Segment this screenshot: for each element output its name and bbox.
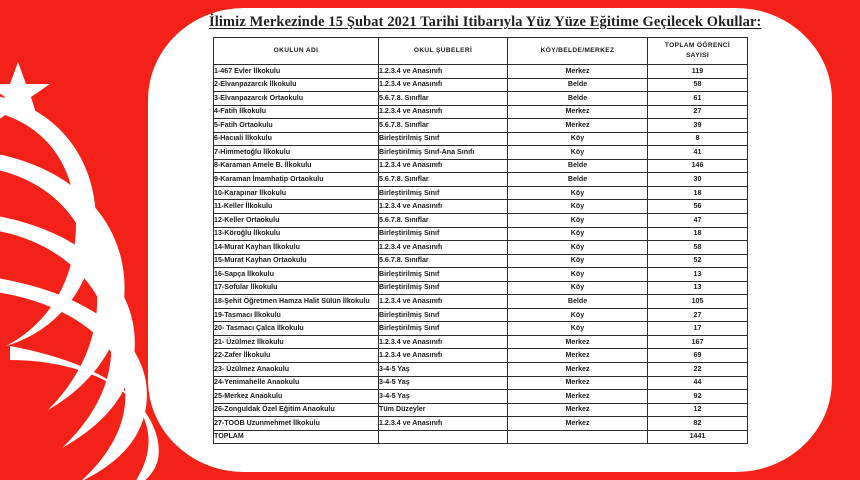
cell-school-branches: 1.2.3.4 ve Anasınıfı — [379, 200, 508, 214]
cell-student-total: 22 — [648, 363, 748, 377]
cell-student-total: 12 — [648, 403, 748, 417]
cell-locality: Merkez — [508, 349, 648, 363]
cell-school-name: 27-TOOB Uzunmehmet İlkokulu — [214, 417, 379, 431]
cell-locality: Belde — [508, 78, 648, 92]
cell-school-branches: 5.6.7.8. Sınıflar — [379, 92, 508, 106]
cell-locality: Köy — [508, 254, 648, 268]
cell-school-name: 16-Sapça İlkokulu — [214, 268, 379, 282]
cell-student-total: 27 — [648, 105, 748, 119]
table-row — [214, 105, 748, 119]
table-row — [214, 335, 748, 349]
cell-school-name: 11-Keller İlkokulu — [214, 200, 379, 214]
cell-locality: Merkez — [508, 376, 648, 390]
table-row — [214, 241, 748, 255]
cell-school-branches: 1.2.3.4 ve Anasınıfı — [379, 78, 508, 92]
cell-locality: Köy — [508, 308, 648, 322]
cell-school-name: 8-Karaman Amele B. İlkokulu — [214, 159, 379, 173]
schools-table — [213, 37, 748, 444]
table-row — [214, 281, 748, 295]
table-row — [214, 308, 748, 322]
cell-school-branches: Birleştirilmiş Sınıf — [379, 186, 508, 200]
table-row — [214, 403, 748, 417]
cell-locality: Merkez — [508, 65, 648, 79]
cell-student-total: 119 — [648, 65, 748, 79]
cell-total-branches — [379, 430, 508, 444]
cell-school-branches: 5.6.7.8. Sınıflar — [379, 254, 508, 268]
cell-school-name: 23- Üzülmez Anaokulu — [214, 363, 379, 377]
cell-school-branches: Tüm Düzeyler — [379, 403, 508, 417]
cell-school-name: 15-Murat Kayhan Ortaokulu — [214, 254, 379, 268]
cell-student-total: 105 — [648, 295, 748, 309]
cell-locality: Köy — [508, 227, 648, 241]
cell-locality: Merkez — [508, 417, 648, 431]
cell-student-total: 92 — [648, 390, 748, 404]
cell-school-name: 4-Fatih İlkokulu — [214, 105, 379, 119]
cell-locality: Belde — [508, 173, 648, 187]
table-row — [214, 227, 748, 241]
table-body — [214, 65, 748, 444]
cell-locality: Köy — [508, 186, 648, 200]
cell-locality: Merkez — [508, 105, 648, 119]
cell-school-branches: 5.6.7.8. Sınıflar — [379, 119, 508, 133]
table-row — [214, 268, 748, 282]
cell-school-branches: 1.2.3.4 ve Anasınıfı — [379, 159, 508, 173]
column-header-student-total — [648, 38, 748, 65]
cell-school-name: 26-Zonguldak Özel Eğitim Anaokulu — [214, 403, 379, 417]
cell-student-total: 30 — [648, 173, 748, 187]
cell-student-total: 47 — [648, 214, 748, 228]
cell-student-total: 167 — [648, 335, 748, 349]
table-row — [214, 159, 748, 173]
cell-student-total: 13 — [648, 268, 748, 282]
cell-locality: Merkez — [508, 119, 648, 133]
cell-locality: Belde — [508, 295, 648, 309]
cell-locality: Köy — [508, 132, 648, 146]
table-row — [214, 78, 748, 92]
cell-school-branches: Birleştirilmiş Sınıf — [379, 268, 508, 282]
cell-locality: Merkez — [508, 335, 648, 349]
cell-locality: Köy — [508, 200, 648, 214]
student-total-line-2: SAYISI — [685, 52, 710, 59]
cell-school-branches: Birleştirilmiş Sınıf — [379, 308, 508, 322]
cell-student-total: 17 — [648, 322, 748, 336]
cell-locality: Köy — [508, 268, 648, 282]
cell-school-name: 24-Yenimahelle Anaokulu — [214, 376, 379, 390]
cell-school-branches: Birleştirilmiş Sınıf-Ana Sınıfı — [379, 146, 508, 160]
cell-student-total: 27 — [648, 308, 748, 322]
cell-student-total: 18 — [648, 227, 748, 241]
cell-school-branches: 1.2.3.4 ve Anasınıfı — [379, 335, 508, 349]
cell-school-name: 7-Himmetoğlu İlkokulu — [214, 146, 379, 160]
cell-school-branches: 3-4-5 Yaş — [379, 390, 508, 404]
cell-school-branches: Birleştirilmiş Sınıf — [379, 132, 508, 146]
table-row — [214, 200, 748, 214]
table-row — [214, 254, 748, 268]
column-header-school-branches: OKUL ŞUBELERİ — [379, 38, 508, 65]
cell-school-name: 9-Karaman İmamhatip Ortaokulu — [214, 173, 379, 187]
cell-locality: Belde — [508, 92, 648, 106]
cell-school-name: 19-Tasmacı İlkokulu — [214, 308, 379, 322]
cell-student-total: 56 — [648, 200, 748, 214]
cell-school-branches: 1.2.3.4 ve Anasınıfı — [379, 105, 508, 119]
cell-school-name: 3-Elvanpazarcık Ortaokulu — [214, 92, 379, 106]
table-row — [214, 92, 748, 106]
cell-locality: Merkez — [508, 363, 648, 377]
cell-school-name: 18-Şehit Öğretmen Hamza Halit Sülün İlkokulu — [214, 295, 379, 309]
cell-locality: Köy — [508, 281, 648, 295]
cell-school-branches: 5.6.7.8. Sınıflar — [379, 214, 508, 228]
page-title: İlimiz Merkezinde 15 Şubat 2021 Tarihi Itibarıyla Yüz Yüze Eğitime Geçilecek Okullar: — [209, 14, 762, 30]
cell-student-total: 58 — [648, 241, 748, 255]
flag-star-icon — [0, 62, 50, 120]
table-row — [214, 132, 748, 146]
cell-locality: Köy — [508, 146, 648, 160]
cell-student-total: 58 — [648, 78, 748, 92]
cell-locality: Köy — [508, 214, 648, 228]
cell-student-total: 41 — [648, 146, 748, 160]
cell-school-name: 17-Sofular İlkokulu — [214, 281, 379, 295]
cell-school-name: 6-Hacıali İlkokulu — [214, 132, 379, 146]
cell-school-name: 22-Zafer İlkokulu — [214, 349, 379, 363]
cell-school-branches: Birleştirilmiş Sınıf — [379, 322, 508, 336]
cell-school-name: 1-467 Evler İlkokulu — [214, 65, 379, 79]
cell-student-total: 146 — [648, 159, 748, 173]
table-row — [214, 363, 748, 377]
cell-school-branches: 1.2.3.4 ve Anasınıfı — [379, 65, 508, 79]
table-row — [214, 390, 748, 404]
flag-crescent-icon — [0, 92, 96, 346]
cell-school-name: 5-Fatih Ortaokulu — [214, 119, 379, 133]
cell-school-name: 20- Tasmacı Çalca İlkokulu — [214, 322, 379, 336]
table-row — [214, 349, 748, 363]
cell-student-total: 13 — [648, 281, 748, 295]
table-row — [214, 173, 748, 187]
table-header-row — [214, 38, 748, 65]
cell-student-total: 61 — [648, 92, 748, 106]
cell-school-branches: 1.2.3.4 ve Anasınıfı — [379, 295, 508, 309]
cell-school-branches: 5.6.7.8. Sınıflar — [379, 173, 508, 187]
table-header — [214, 38, 748, 65]
cell-school-branches: Birleştirilmiş Sınıf — [379, 227, 508, 241]
table-row — [214, 146, 748, 160]
table-row — [214, 417, 748, 431]
cell-school-name: 21- Üzülmez İlkokulu — [214, 335, 379, 349]
cell-student-total: 18 — [648, 186, 748, 200]
cell-total-label: TOPLAM — [214, 430, 379, 444]
student-total-line-1: TOPLAM ÖĞRENCİ — [664, 42, 731, 50]
table-row — [214, 322, 748, 336]
table-row — [214, 65, 748, 79]
cell-student-total: 44 — [648, 376, 748, 390]
cell-school-branches: 1.2.3.4 ve Anasınıfı — [379, 349, 508, 363]
cell-school-branches: 3-4-5 Yaş — [379, 376, 508, 390]
cell-school-branches: 1.2.3.4 ve Anasınıfı — [379, 241, 508, 255]
table-total-row — [214, 430, 748, 444]
column-header-school-name: OKULUN ADI — [214, 38, 379, 65]
cell-student-total: 8 — [648, 132, 748, 146]
cell-school-name: 10-Karapınar İlkokulu — [214, 186, 379, 200]
cell-total-locality — [508, 430, 648, 444]
cell-student-total: 69 — [648, 349, 748, 363]
table-row — [214, 214, 748, 228]
table-row — [214, 376, 748, 390]
cell-school-name: 14-Murat Kayhan İlkokulu — [214, 241, 379, 255]
cell-school-name: 12-Keller Ortaokulu — [214, 214, 379, 228]
cell-locality: Merkez — [508, 403, 648, 417]
cell-locality: Köy — [508, 241, 648, 255]
cell-locality: Merkez — [508, 390, 648, 404]
cell-school-name: 13-Köroğlu İlkokulu — [214, 227, 379, 241]
table-row — [214, 295, 748, 309]
cell-school-branches: Birleştirilmiş Sınıf — [379, 281, 508, 295]
cell-school-name: 25-Merkez Anaokulu — [214, 390, 379, 404]
table-row — [214, 186, 748, 200]
table-row — [214, 119, 748, 133]
cell-school-branches: 3-4-5 Yaş — [379, 363, 508, 377]
cell-school-branches: 1.2.3.4 ve Anasınıfı — [379, 417, 508, 431]
cell-student-total: 52 — [648, 254, 748, 268]
cell-student-total: 39 — [648, 119, 748, 133]
column-header-locality: KÖY/BELDE/MERKEZ — [508, 38, 648, 65]
cell-student-total: 82 — [648, 417, 748, 431]
cell-school-name: 2-Elvanpazarcık İlkokulu — [214, 78, 379, 92]
cell-locality: Belde — [508, 159, 648, 173]
flag-wave-stripes — [0, 150, 159, 480]
cell-locality: Köy — [508, 322, 648, 336]
cell-total-students: 1441 — [648, 430, 748, 444]
